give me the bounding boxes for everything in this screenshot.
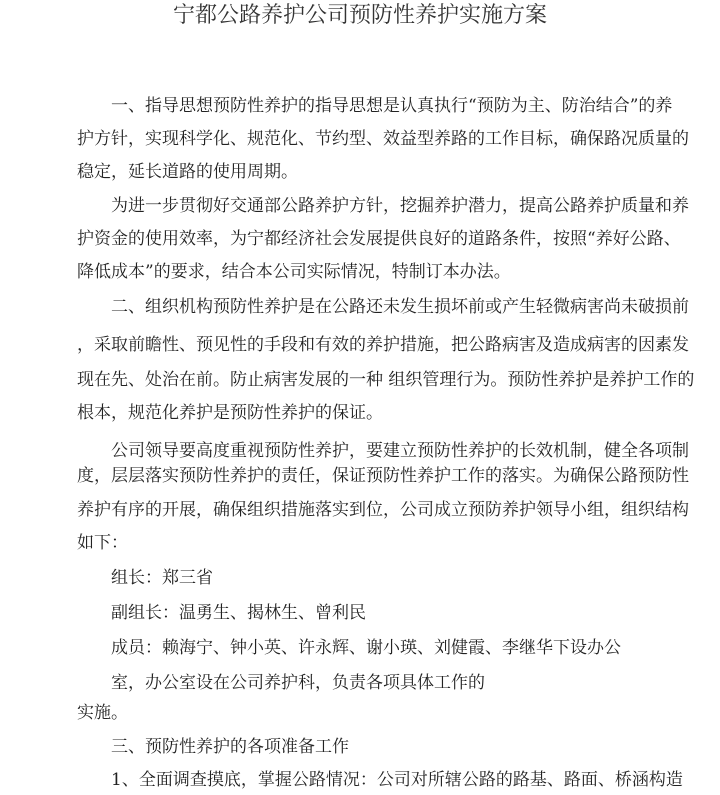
text-line: 副组长：温勇生、揭林生、曾利民	[111, 603, 366, 623]
text-line: 成员：赖海宁、钟小英、许永辉、谢小瑛、刘健霞、李继华下设办公	[111, 638, 621, 658]
text-line: 养护有序的开展，确保组织措施落实到位，公司成立预防养护领导小组，组织结构	[77, 500, 689, 520]
text-line: 如下：	[77, 533, 128, 553]
text-line: ，采取前瞻性、预见性的手段和有效的养护措施，把公路病害及造成病害的因素发	[77, 335, 689, 355]
text-line: 现在先、处治在前。防止病害发展的一种 组织管理行为。预防性养护是养护工作的	[77, 370, 695, 390]
text-line: 稳定，延长道路的使用周期。	[77, 162, 298, 182]
text-line: 三、预防性养护的各项准备工作	[111, 737, 349, 757]
text-line: 根本，规范化养护是预防性养护的保证。	[77, 403, 383, 423]
text-line: 度，层层落实预防性养护的责任，保证预防性养护工作的落实。为确保公路预防性	[77, 466, 689, 486]
text-line: 实施。	[77, 703, 128, 723]
text-line: 一、指导思想预防性养护的指导思想是认真执行“预防为主、防治结合”的养	[111, 96, 673, 116]
text-line: 护资金的使用效率，为宁都经济社会发展提供良好的道路条件，按照“养好公路、	[77, 229, 681, 249]
text-line: 护方针，实现科学化、规范化、节约型、效益型养路的工作目标，确保路况质量的	[77, 129, 689, 149]
text-line: 室，办公室设在公司养护科，负责各项具体工作的	[111, 673, 485, 693]
text-line: 二、组织机构预防性养护是在公路还未发生损坏前或产生轻微病害尚未破损前	[111, 297, 689, 317]
text-line: 1、全面调查摸底，掌握公路情况：公司对所辖公路的路基、路面、桥涵构造	[111, 770, 683, 790]
text-line: 组长：郑三省	[111, 568, 213, 588]
text-line: 降低成本”的要求，结合本公司实际情况，特制订本办法。	[77, 262, 511, 282]
text-line: 为进一步贯彻好交通部公路养护方针，挖掘养护潜力，提高公路养护质量和养	[111, 196, 689, 216]
text-line: 公司领导要高度重视预防性养护，要建立预防性养护的长效机制，健全各项制	[111, 441, 689, 461]
document-title: 宁都公路养护公司预防性养护实施方案	[172, 3, 547, 28]
